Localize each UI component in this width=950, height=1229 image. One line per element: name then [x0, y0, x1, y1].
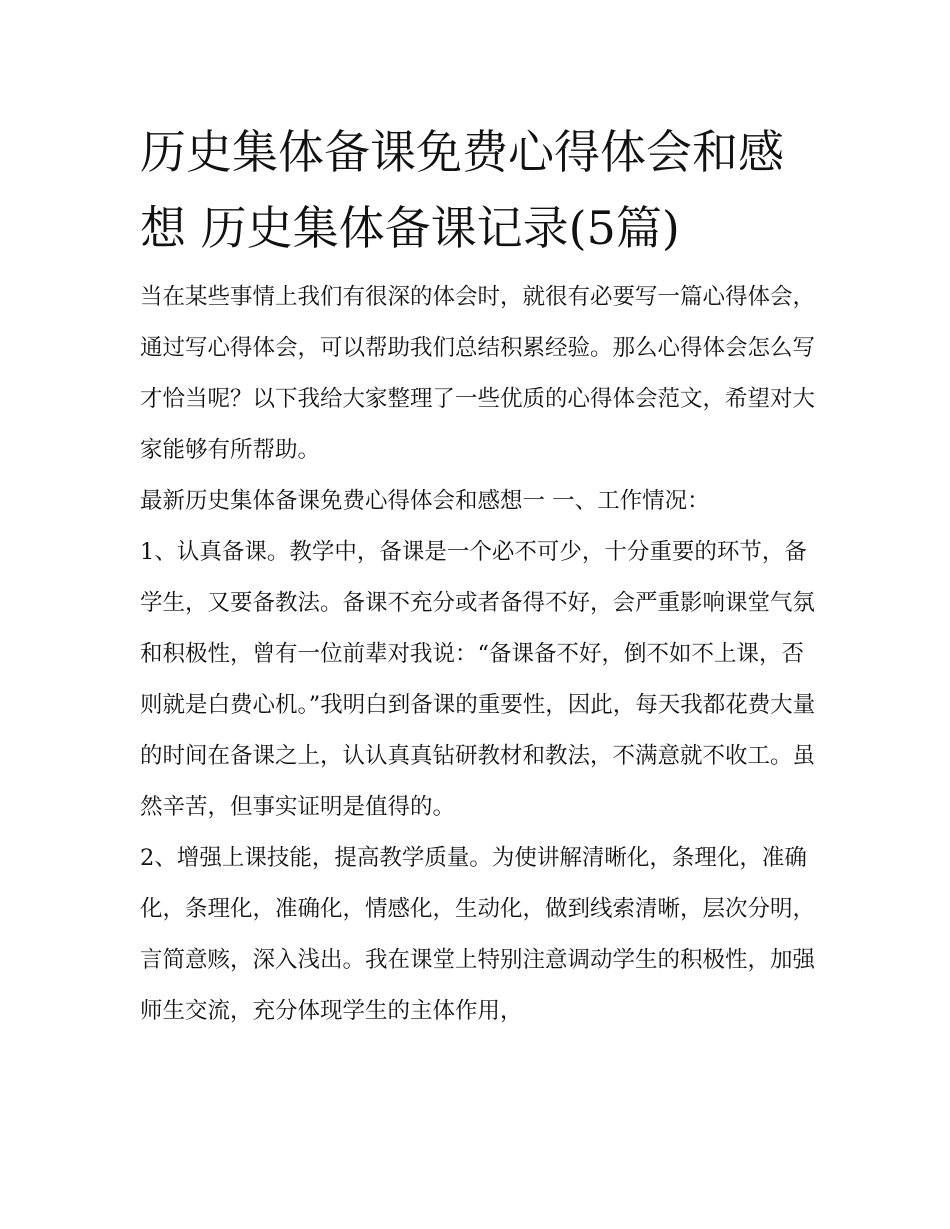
section-heading-paragraph: 最新历史集体备课免费心得体会和感想一 一、工作情况：	[140, 488, 710, 514]
document-body	[140, 114, 820, 1037]
point-2-paragraph: 2、增强上课技能，提高教学质量。为使讲解清晰化，条理化，准确化，条理化，准确化，情感化，生动化，做到线索清晰，层次分明，言简意赅，深入浅出。我在课堂上特别注意调动学生的积极性，加强师生交流，充分体现学生的主体作用，	[140, 845, 816, 1024]
intro-paragraph: 当在某些事情上我们有很深的体会时，就很有必要写一篇心得体会，通过写心得体会，可以帮助我们总结积累经验。那么心得体会怎么写才恰当呢？以下我给大家整理了一些优质的心得体会范文，希望对大家能够有所帮助。	[140, 284, 816, 463]
document-title: 历史集体备课免费心得体会和感想 历史集体备课记录(5篇)	[140, 125, 784, 255]
point-1-paragraph: 1、认真备课。教学中，备课是一个必不可少，十分重要的环节，备学生，又要备教法。备课不充分或者备得不好，会严重影响课堂气氛和积极性，曾有一位前辈对我说：“备课备不好，倒不如不上课，否则就是白费心机。”我明白到备课的重要性，因此，每天我都花费大量的时间在备课之上，认认真真钻研教材和教法，不满意就不收工。虽然辛苦，但事实证明是值得的。	[140, 539, 816, 820]
